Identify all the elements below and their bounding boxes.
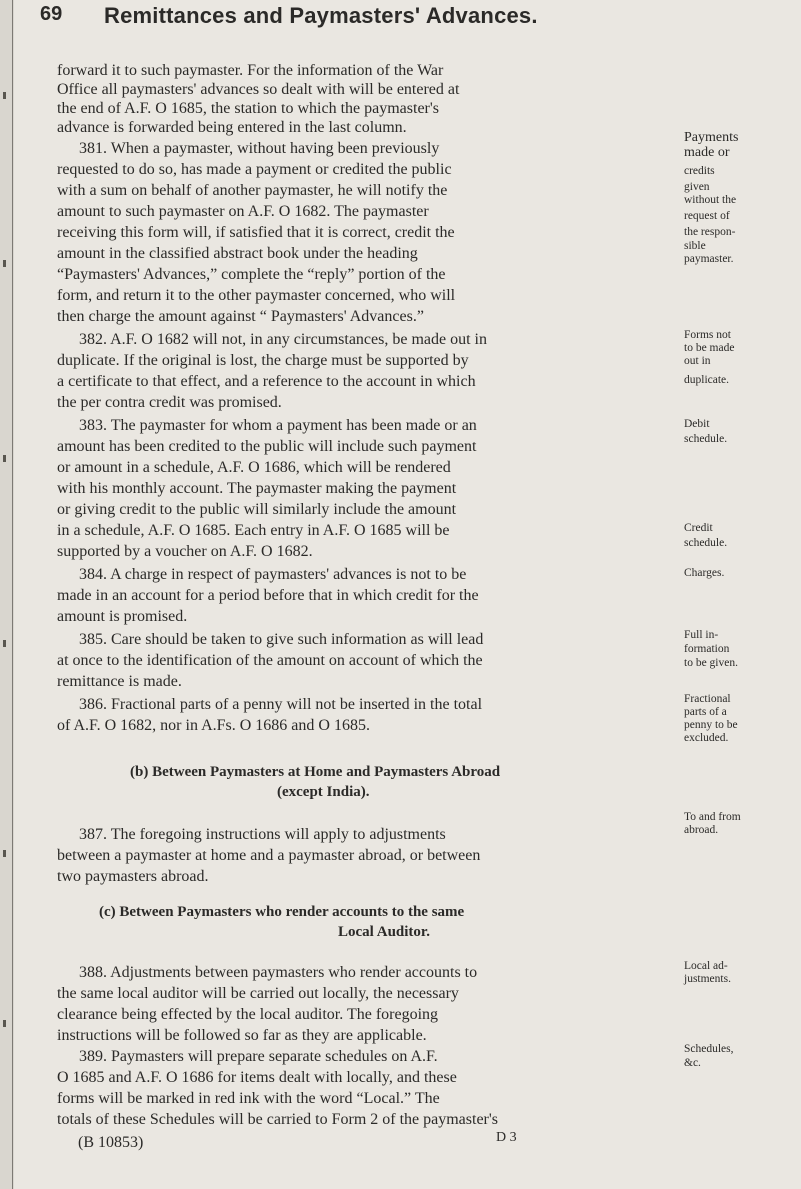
text-line: the per contra credit was promised.	[57, 394, 282, 411]
page-title: Remittances and Paymasters' Advances.	[104, 3, 538, 28]
side-note: to be made	[684, 342, 735, 354]
section-heading-b: (b) Between Paymasters at Home and Paymasters Abroad	[130, 764, 501, 780]
side-note: Payments	[684, 130, 739, 145]
text-line: receiving this form will, if satisfied that it is correct, credit the	[57, 224, 455, 241]
side-note: without the	[684, 194, 737, 206]
section-heading-b-sub: (except India).	[277, 784, 370, 800]
side-note: Fractional	[684, 693, 731, 705]
text-line: of A.F. O 1682, nor in A.Fs. O 1686 and O 1685.	[57, 717, 370, 734]
text-line: duplicate. If the original is lost, the charge must be supported by	[57, 352, 469, 369]
text-line: “Paymasters' Advances,” complete the “reply” portion of the	[57, 266, 446, 283]
text-line: between a paymaster at home and a paymaster abroad, or between	[57, 847, 481, 864]
text-line: at once to the identification of the amount on account of which the	[57, 652, 483, 669]
text-line: the end of A.F. O 1685, the station to which the paymaster's	[57, 100, 439, 117]
text-line: remittance is made.	[57, 673, 182, 690]
text-line: with his monthly account. The paymaster making the payment	[57, 480, 457, 497]
text-line: in a schedule, A.F. O 1685. Each entry in A.F. O 1685 will be	[57, 522, 450, 539]
side-note: To and from	[684, 811, 741, 823]
side-note: given	[684, 181, 710, 193]
section-heading-c-sub: Local Auditor.	[338, 924, 430, 940]
text-line: 389. Paymasters will prepare separate schedules on A.F.	[79, 1048, 438, 1065]
text-line: amount is promised.	[57, 608, 188, 625]
text-line: 383. The paymaster for whom a payment has been made or an	[79, 417, 477, 434]
section-heading-c: (c) Between Paymasters who render accounts to the same	[99, 904, 465, 920]
text-line: the same local auditor will be carried out locally, the necessary	[57, 985, 459, 1002]
text-line: with a sum on behalf of another paymaster, he will notify the	[57, 182, 448, 199]
gutter-mark	[3, 455, 6, 462]
side-note: abroad.	[684, 824, 719, 836]
text-line: two paymasters abroad.	[57, 868, 209, 885]
text-line: requested to do so, has made a payment or credited the public	[57, 161, 452, 178]
gutter-mark	[3, 850, 6, 857]
side-note: excluded.	[684, 732, 729, 744]
binding-edge	[12, 0, 13, 1189]
text-line: or amount in a schedule, A.F. O 1686, which will be rendered	[57, 459, 451, 476]
text-line: amount to such paymaster on A.F. O 1682. The paymaster	[57, 203, 429, 220]
text-line: Office all paymasters' advances so dealt with will be entered at	[57, 81, 460, 98]
text-line: O 1685 and A.F. O 1686 for items dealt with locally, and these	[57, 1069, 457, 1086]
text-line: 386. Fractional parts of a penny will not be inserted in the total	[79, 696, 483, 713]
text-line: a certificate to that effect, and a reference to the account in which	[57, 373, 476, 390]
text-line: advance is forwarded being entered in the last column.	[57, 119, 407, 136]
gutter-mark	[3, 92, 6, 99]
signature-mark: D 3	[496, 1130, 517, 1145]
text-line: 388. Adjustments between paymasters who render accounts to	[79, 964, 478, 981]
side-note: sible	[684, 240, 706, 252]
side-note: Full in-	[684, 629, 719, 641]
page-number: 69	[40, 3, 63, 25]
side-note: out in	[684, 355, 711, 367]
side-note: Schedules,	[684, 1043, 734, 1055]
side-note: Forms not	[684, 329, 731, 341]
side-note: schedule.	[684, 433, 728, 445]
side-note: duplicate.	[684, 374, 730, 386]
side-note: formation	[684, 643, 730, 655]
text-line: 385. Care should be taken to give such information as will lead	[79, 631, 484, 648]
side-note: the respon-	[684, 226, 736, 238]
side-note: &c.	[684, 1057, 701, 1069]
text-line: or giving credit to the public will similarly include the amount	[57, 501, 457, 518]
text-line: then charge the amount against “ Paymasters' Advances.”	[57, 308, 424, 325]
text-line: 387. The foregoing instructions will apply to adjustments	[79, 826, 446, 843]
side-note: paymaster.	[684, 253, 734, 265]
text-line: instructions will be followed so far as they are applicable.	[57, 1027, 427, 1044]
text-line: made in an account for a period before that in which credit for the	[57, 587, 479, 604]
side-note: Charges.	[684, 567, 725, 579]
text-line: amount has been credited to the public will include such payment	[57, 438, 477, 455]
side-note: to be given.	[684, 657, 738, 669]
side-note: parts of a	[684, 706, 727, 718]
text-line: clearance being effected by the local auditor. The foregoing	[57, 1006, 439, 1023]
print-code: (B 10853)	[78, 1134, 144, 1151]
text-line: totals of these Schedules will be carried to Form 2 of the paymaster's	[57, 1111, 498, 1128]
text-line: 382. A.F. O 1682 will not, in any circumstances, be made out in	[79, 331, 487, 348]
text-line: 384. A charge in respect of paymasters' advances is not to be	[79, 566, 467, 583]
side-note: penny to be	[684, 719, 738, 731]
gutter-mark	[3, 640, 6, 647]
side-note: credits	[684, 165, 715, 177]
text-line: forward it to such paymaster. For the information of the War	[57, 62, 444, 79]
text-line: amount in the classified abstract book under the heading	[57, 245, 418, 262]
side-note: made or	[684, 145, 730, 160]
side-note: Local ad-	[684, 960, 728, 972]
side-note: justments.	[684, 973, 731, 985]
text-line: form, and return it to the other paymaster concerned, who will	[57, 287, 456, 304]
gutter-mark	[3, 260, 6, 267]
text-line: supported by a voucher on A.F. O 1682.	[57, 543, 313, 560]
side-note: schedule.	[684, 537, 728, 549]
side-note: Credit	[684, 522, 713, 534]
side-note: request of	[684, 210, 730, 222]
text-line: 381. When a paymaster, without having been previously	[79, 140, 440, 157]
text-line: forms will be marked in red ink with the word “Local.” The	[57, 1090, 440, 1107]
side-note: Debit	[684, 418, 710, 430]
gutter-mark	[3, 1020, 6, 1027]
